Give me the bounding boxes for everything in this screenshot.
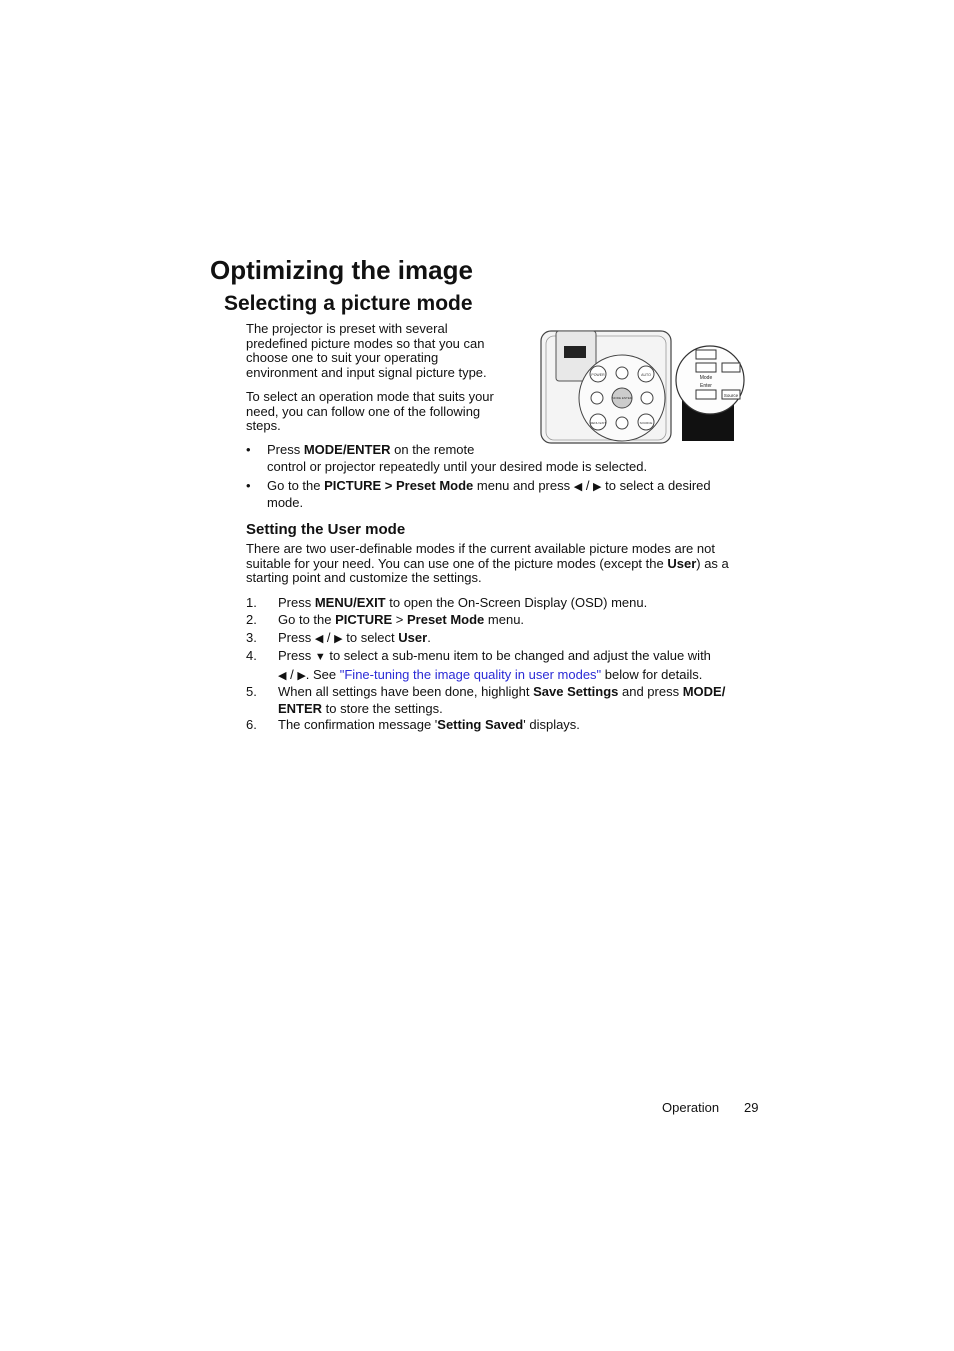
svg-text:Source: Source: [723, 393, 739, 398]
fine-tuning-link[interactable]: "Fine-tuning the image quality in user modes": [339, 667, 602, 682]
svg-text:POWER: POWER: [591, 373, 605, 377]
svg-text:SOURCE: SOURCE: [639, 421, 653, 425]
page-number: 29: [744, 1100, 759, 1115]
left-arrow-icon: ◀: [314, 633, 324, 645]
svg-text:MODE ENTER: MODE ENTER: [611, 396, 633, 400]
svg-text:AUTO: AUTO: [641, 373, 651, 377]
step-number: 1.: [246, 595, 257, 610]
step-number: 5.: [246, 684, 257, 699]
step-4-cont: ◀ / ▶. See "Fine-tuning the image quality in user modes" below for details.: [278, 666, 702, 685]
bullet-dot-2: •: [246, 478, 251, 493]
step-5-cont: ENTER to store the settings.: [278, 701, 443, 716]
intro-paragraph-2: To select an operation mode that suits your need, you can follow one of the following steps.: [246, 389, 494, 433]
right-arrow-icon: ▶: [593, 481, 602, 493]
section-title: Selecting a picture mode: [224, 292, 473, 315]
step-1: Press MENU/EXIT to open the On-Screen Display (OSD) menu.: [278, 595, 648, 610]
step-2: Go to the PICTURE > Preset Mode menu.: [278, 612, 525, 627]
step-number: 6.: [246, 717, 257, 732]
svg-text:Mode: Mode: [699, 375, 713, 381]
left-arrow-icon: ◀: [573, 481, 583, 493]
bullet-2: Go to the PICTURE > Preset Mode menu and press ◀ / ▶ to select a desired: [267, 477, 711, 496]
step-3: Press ◀ / ▶ to select User.: [278, 629, 431, 648]
intro-paragraph-1: The projector is preset with several predefined picture modes so that you can choose one to suit your operating environment and input signal picture type.: [246, 321, 487, 380]
left-arrow-icon: ◀: [278, 670, 287, 682]
svg-text:MENU EXIT: MENU EXIT: [589, 421, 607, 425]
step-4: Press ▼ to select a sub-menu item to be changed and adjust the value with: [278, 647, 711, 666]
step-6: The confirmation message 'Setting Saved' displays.: [278, 717, 580, 732]
projector-remote-illustration: [538, 328, 748, 448]
step-5: When all settings have been done, highlight Save Settings and press MODE/: [278, 684, 726, 699]
step-number: 2.: [246, 612, 257, 627]
bullet-dot-1: •: [246, 442, 251, 457]
right-arrow-icon: ▶: [334, 633, 343, 645]
svg-text:Enter: Enter: [700, 383, 712, 389]
footer-section: Operation: [662, 1100, 720, 1115]
bullet-1: Press MODE/ENTER on the remote: [267, 442, 475, 457]
page-title: Optimizing the image: [210, 255, 473, 285]
step-number: 4.: [246, 648, 257, 663]
right-arrow-icon: ▶: [297, 670, 306, 682]
step-number: 3.: [246, 630, 257, 645]
bullet-2-cont: mode.: [267, 495, 304, 510]
down-arrow-icon: ▼: [314, 651, 326, 663]
user-mode-title: Setting the User mode: [246, 521, 406, 538]
user-mode-paragraph: There are two user-definable modes if the current available picture modes are not suitable for your need. You can use one of the picture modes (except the User) as a starting point and customize the settings.: [246, 541, 729, 585]
bullet-1-cont: control or projector repeatedly until your desired mode is selected.: [267, 459, 648, 474]
